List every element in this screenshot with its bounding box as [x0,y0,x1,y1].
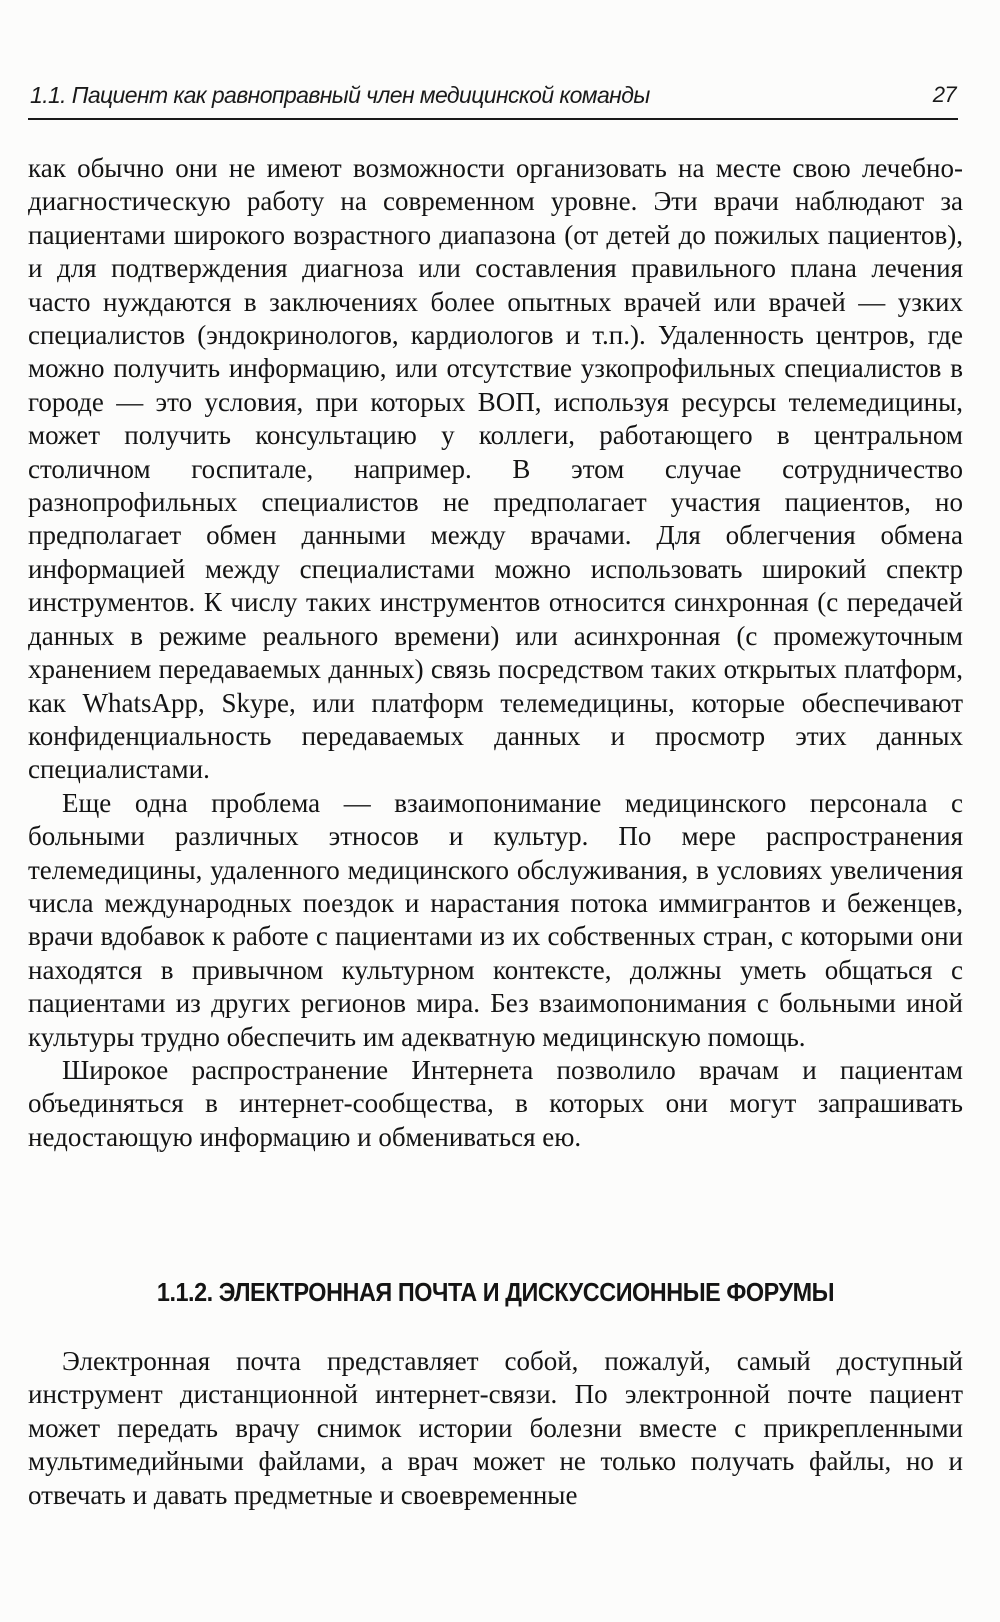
running-header [28,78,958,120]
running-title: 1.1. Пациент как равноправный член медицинской команды [30,82,650,108]
paragraph-continuation: как обычно они не имеют возможности организовать на месте свою лечебно-диагностическую работу на современном уровне. Эти врачи наблюдают за пациентами широкого возрастного диапазона (от детей до пожилых пациентов), и для подтверждения диагноза или составления правильного плана лечения часто нуждаются в заключениях более опытных врачей или врачей — узких специалистов (эндокринологов, кардиологов и т.п.). Удаленность центров, где можно получить информацию, или отсутствие узкопрофильных специалистов в городе — это условия, при которых ВОП, используя ресурсы телемедицины, может получить консультацию у коллеги, работающего в центральном столичном госпитале, например. В этом случае сотрудничество разнопрофильных специалистов не предполагает участия пациентов, но предполагает обмен данными между врачами. Для облегчения обмена информацией между специалистами можно использовать широкий спектр инструментов. К числу таких инструментов относится синхронная (с передачей данных в режиме реального времени) или асинхронная (с промежуточным хранением передаваемых данных) связь посредством таких открытых платформ, как WhatsApp, Skype, или платформ телемедицины, которые обеспечивают конфиденциальность передаваемых данных и просмотр этих данных специалистами. [28,153,963,785]
section-body [28,1345,963,1512]
paragraph-email: Электронная почта представляет собой, пожалуй, самый доступный инструмент дистанционной интернет-связи. По электронной почте пациент может передать врачу снимок истории болезни вместе с прикрепленными мультимедийными файлами, а врач может не только получать файлы, но и отвечать и давать предметные и своевременные [28,1346,963,1510]
body-text [28,152,963,1154]
paragraph-ethnic-cultures: Еще одна проблема — взаимопонимание медицинского персонала с больными различных этносов и культур. По мере распространения телемедицины, удаленного медицинского обслуживания, в условиях увеличения числа международных поездок и нарастания потока иммигрантов и беженцев, врачи вдобавок к работе с пациентами из их собственных стран, с которыми они находятся в привычном культурном контексте, должны уметь общаться с пациентами из других регионов мира. Без взаимопонимания с больными иной культуры трудно обеспечить им адекватную медицинскую помощь. [28,787,963,1052]
section-heading: 1.1.2. ЭЛЕКТРОННАЯ ПОЧТА И ДИСКУССИОННЫЕ ФОРУМЫ [156,1277,835,1307]
paragraph-internet-communities: Широкое распространение Интернета позволило врачам и пациентам объединяться в интернет-сообщества, в которых они могут запрашивать недостающую информацию и обмениваться ею. [28,1054,963,1152]
page-number: 27 [932,82,956,107]
